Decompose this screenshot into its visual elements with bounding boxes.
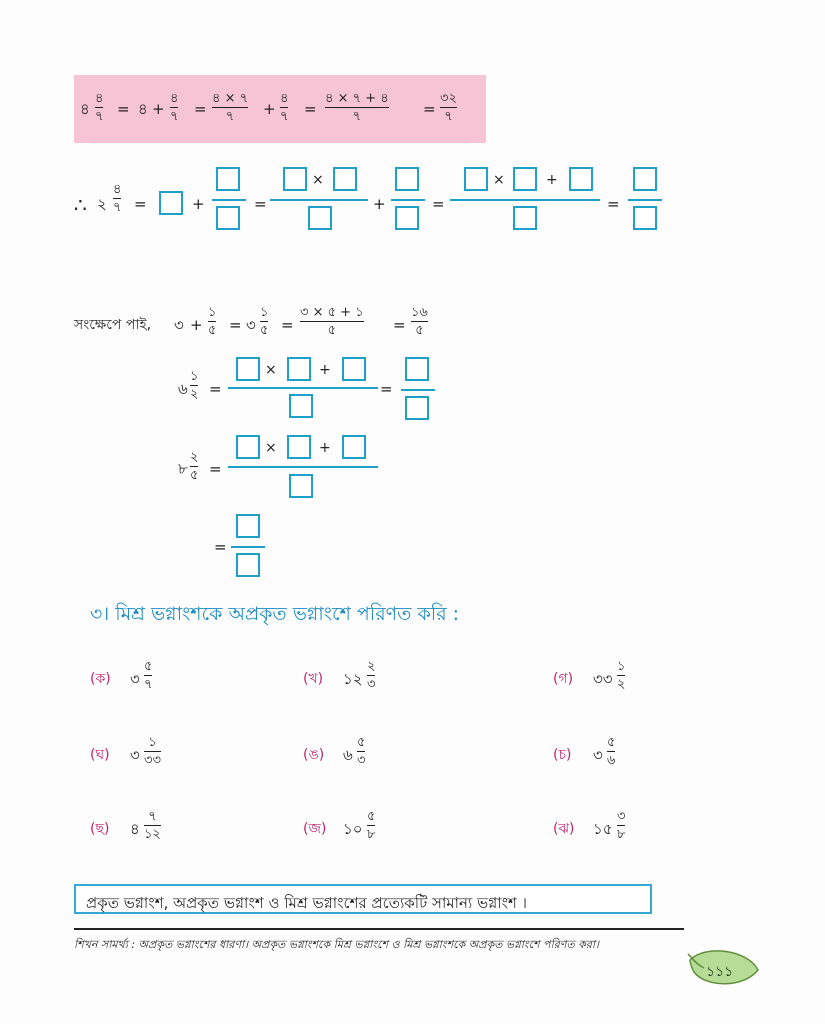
note-box xyxy=(74,884,652,914)
answer-box[interactable] xyxy=(405,396,429,420)
fraction-bar xyxy=(231,546,265,548)
fraction-bar xyxy=(270,199,368,201)
example-eq1-whole: ৪ xyxy=(138,100,148,118)
exercise-item-label: (ঝ) xyxy=(553,821,575,837)
exercise-item-whole: ১০ xyxy=(343,820,363,838)
exercise-item-label: (খ) xyxy=(303,671,324,687)
summary-mixed-whole: ৩ xyxy=(246,316,256,334)
exercise-item-whole: ৩ xyxy=(130,746,140,764)
answer-box[interactable] xyxy=(216,167,240,191)
footer-divider xyxy=(74,928,684,930)
answer-box[interactable] xyxy=(308,206,332,230)
summary-fraction-c: ১ ৫ xyxy=(260,305,269,338)
therefore-symbol: ∴ xyxy=(74,193,87,217)
exercise-item-label: (ঘ) xyxy=(90,747,110,763)
fraction-bar xyxy=(228,387,378,389)
practice2-fraction: ২ ৫ xyxy=(190,450,199,483)
answer-box[interactable] xyxy=(159,191,183,215)
exercise-item-whole: ৪ xyxy=(130,820,140,838)
answer-box[interactable] xyxy=(289,394,313,418)
answer-box[interactable] xyxy=(287,435,311,459)
example-fraction: ৪ ৭ xyxy=(95,91,104,124)
fraction-bar xyxy=(450,199,600,201)
summary-label: সংক্ষেপে পাই, xyxy=(74,317,152,333)
answer-box[interactable] xyxy=(464,167,488,191)
fraction-bar xyxy=(212,199,246,201)
example-eq2-fraction: ৪ × ৭ ৭ xyxy=(212,91,249,124)
exercise-item-fraction: ৫ ৩ xyxy=(357,735,366,768)
summary-whole: ৩ xyxy=(174,316,184,334)
fraction-bar xyxy=(401,389,435,391)
note-text: প্রকৃত ভগ্নাংশ, অপ্রকৃত ভগ্নাংশ ও মিশ্র ভগ্নাংশের প্রত্যেকটি সামান্য ভগ্নাংশ । xyxy=(86,894,528,912)
plus-sign: + xyxy=(263,100,276,118)
answer-box[interactable] xyxy=(342,357,366,381)
exercise-item-whole: ৩৩ xyxy=(593,670,613,688)
exercise-item-label: (ছ) xyxy=(90,821,110,837)
answer-box[interactable] xyxy=(513,167,537,191)
equals-sign: = xyxy=(304,100,317,118)
exercise-item-label: (ঙ) xyxy=(303,747,325,763)
answer-box[interactable] xyxy=(236,514,260,538)
example-eq2b-fraction: ৪ ৭ xyxy=(280,91,289,124)
exercise-item-whole: ৬ xyxy=(343,746,353,764)
answer-box[interactable] xyxy=(283,167,307,191)
exercise-item-fraction: ৩ ৮ xyxy=(617,809,626,842)
equals-sign: = xyxy=(194,100,207,118)
exercise-item-label: (জ) xyxy=(303,821,327,837)
exercise-item-whole: ৩ xyxy=(593,746,603,764)
therefore-whole: ২ xyxy=(97,195,107,213)
equals-sign: = xyxy=(423,100,436,118)
exercise-item-fraction: ৫ ৭ xyxy=(144,659,153,692)
exercise-item-whole: ১২ xyxy=(343,670,363,688)
answer-box[interactable] xyxy=(236,435,260,459)
answer-box[interactable] xyxy=(395,167,419,191)
example-eq3-fraction: ৪ × ৭ + ৪ ৭ xyxy=(325,91,389,124)
therefore-fraction: ৪ ৭ xyxy=(113,182,122,215)
answer-box[interactable] xyxy=(405,357,429,381)
practice1-fraction: ১ ২ xyxy=(190,369,199,402)
exercise-item-whole: ১৫ xyxy=(593,820,613,838)
exercise-item-label: (চ) xyxy=(553,747,572,763)
example-eq1-fraction: ৪ ৭ xyxy=(170,91,179,124)
exercise-item-fraction: ১ ৩৩ xyxy=(144,735,161,768)
answer-box[interactable] xyxy=(395,206,419,230)
footer-learning-outcome: শিখন সামর্থ্য : অপ্রকৃত ভগ্নাংশের ধারণা। অপ্রকৃত ভগ্নাংশকে মিশ্র ভগ্নাংশে ও মিশ্র ভগ্নাংশকে অপ্রকৃত ভগ্নাংশে পরিণত করা। xyxy=(74,938,599,951)
page-number: ১১১ xyxy=(706,964,734,980)
summary-result-fraction: ১৬ ৫ xyxy=(411,305,428,338)
answer-box[interactable] xyxy=(289,474,313,498)
fraction-bar xyxy=(391,199,425,201)
summary-fraction-b: ১ ৫ xyxy=(208,305,217,338)
exercise-item-fraction: ২ ৩ xyxy=(367,659,376,692)
practice2-whole: ৮ xyxy=(178,460,188,478)
summary-fraction-d: ৩ × ৫ + ১ ৫ xyxy=(300,305,364,338)
practice1-whole: ৬ xyxy=(178,380,188,398)
answer-box[interactable] xyxy=(513,206,537,230)
exercise-heading: ৩। মিশ্র ভগ্নাংশকে অপ্রকৃত ভগ্নাংশে পরিণত করি : xyxy=(90,603,460,625)
exercise-item-fraction: ৭ ১২ xyxy=(144,809,161,842)
answer-box[interactable] xyxy=(216,206,240,230)
answer-box[interactable] xyxy=(633,167,657,191)
answer-box[interactable] xyxy=(333,167,357,191)
answer-box[interactable] xyxy=(633,206,657,230)
fraction-bar xyxy=(628,199,662,201)
answer-box[interactable] xyxy=(236,357,260,381)
exercise-item-label: (ক) xyxy=(90,671,111,687)
example-whole: ৪ xyxy=(80,100,90,118)
exercise-item-fraction: ৫ ৮ xyxy=(367,809,376,842)
answer-box[interactable] xyxy=(287,357,311,381)
exercise-item-fraction: ১ ২ xyxy=(617,659,626,692)
answer-box[interactable] xyxy=(342,435,366,459)
exercise-item-fraction: ৫ ৬ xyxy=(607,735,616,768)
answer-box[interactable] xyxy=(236,553,260,577)
exercise-item-label: (গ) xyxy=(553,671,574,687)
leaf-icon xyxy=(686,946,762,990)
example-result-fraction: ৩২ ৭ xyxy=(440,91,457,124)
equals-sign: = xyxy=(117,100,130,118)
plus-sign: + xyxy=(152,100,165,118)
fraction-bar xyxy=(228,466,378,468)
answer-box[interactable] xyxy=(569,167,593,191)
exercise-item-whole: ৩ xyxy=(130,670,140,688)
